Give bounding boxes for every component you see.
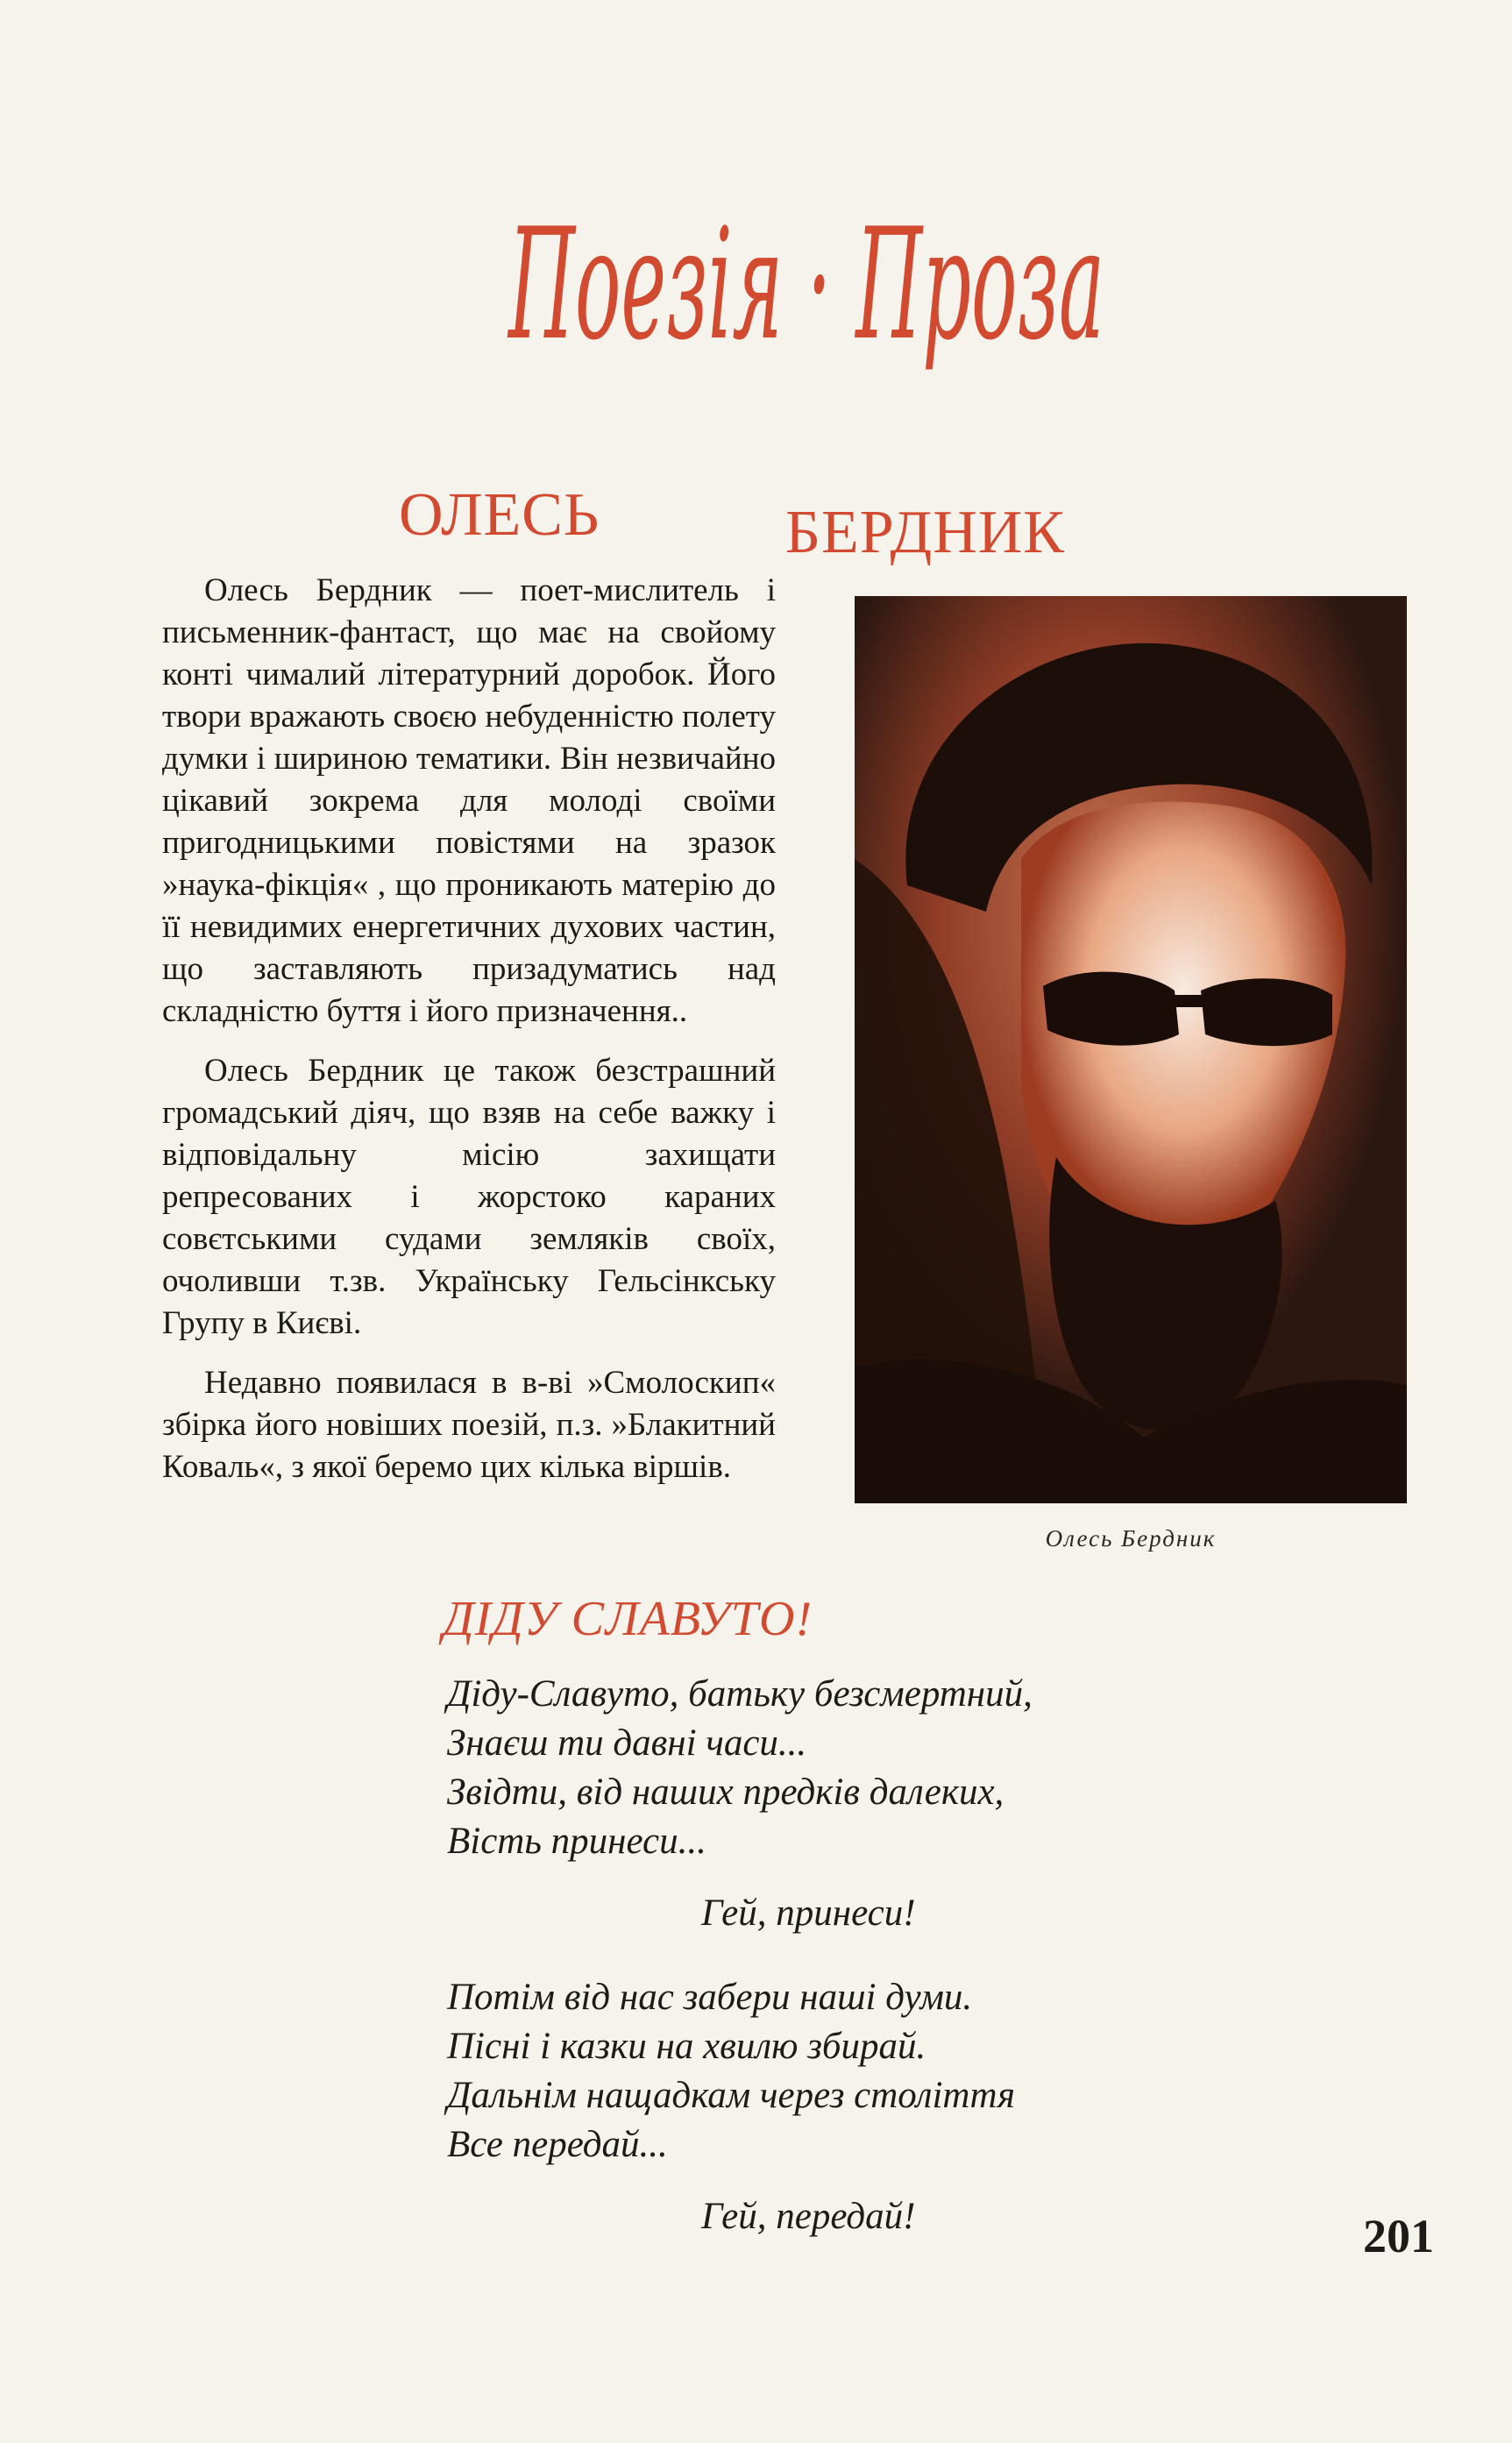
poem-refrain: Гей, передай!	[701, 2196, 916, 2237]
portrait-image	[855, 596, 1407, 1503]
poem-stanza	[447, 1973, 1236, 2241]
poem-stanza	[447, 1670, 1236, 1938]
author-name	[399, 480, 1065, 566]
poem-line: Звідти, від наших предків далеких,	[447, 1772, 1004, 1813]
poem-refrain: Гей, принеси!	[701, 1893, 916, 1934]
poem-line: Все передай...	[447, 2124, 668, 2165]
section-heading-text: Поезія · Проза	[507, 196, 1104, 374]
page-number: 201	[1363, 2210, 1434, 2262]
poem-title: ДІДУ СЛАВУТО!	[443, 1592, 813, 1646]
poem-line: Знаєш ти давні часи...	[447, 1722, 807, 1764]
intro-paragraph-3: Недавно появилася в в-ві »Смолоскип« збірка його новіших поезій, п.з. »Блакитний Коваль«, з якої беремо цих кілька віршів.	[162, 1365, 776, 1485]
poem-line: Потім від нас забери наші думи.	[447, 1977, 973, 2018]
author-first-name: ОЛЕСЬ	[399, 481, 600, 549]
poem-line: Вість принеси...	[447, 1821, 706, 1862]
portrait-caption: Олесь Бердник	[1045, 1525, 1217, 1552]
poem-line: Діду-Славуто, батьку безсмертний,	[447, 1673, 1033, 1715]
intro-paragraph-1: Олесь Бердник — поет-мислитель і письменник-фантаст, що має на свойому конті чималий літературний доробок. Його твори вражають своєю небуденністю полету думки і шириною тематики. Він незвичайно цікавий зокрема для молоді своїми пригодницькими повістями на зразок »наука-фікція« , що проникають матерію до її невидимих енергетичних духових частин, що заставляють призадуматись над складністю буття і його призначення..	[162, 572, 776, 1029]
poem-line: Пісні і казки на хвилю збирай.	[447, 2026, 926, 2067]
section-heading	[491, 149, 1122, 438]
intro-text	[162, 570, 776, 1506]
poem	[447, 1670, 1236, 2276]
intro-paragraph-2: Олесь Бердник це також безстрашний громадський діяч, що взяв на себе важку і відповідальну місію захищати репресованих і жорстоко караних совєтськими судами земляків своїх, очоливши т.зв. Українську Гельсінкську Групу в Києві.	[162, 1053, 776, 1341]
author-portrait	[855, 596, 1407, 1503]
poem-line: Дальнім нащадкам через століття	[447, 2075, 1016, 2116]
author-last-name: БЕРДНИК	[784, 499, 1065, 566]
